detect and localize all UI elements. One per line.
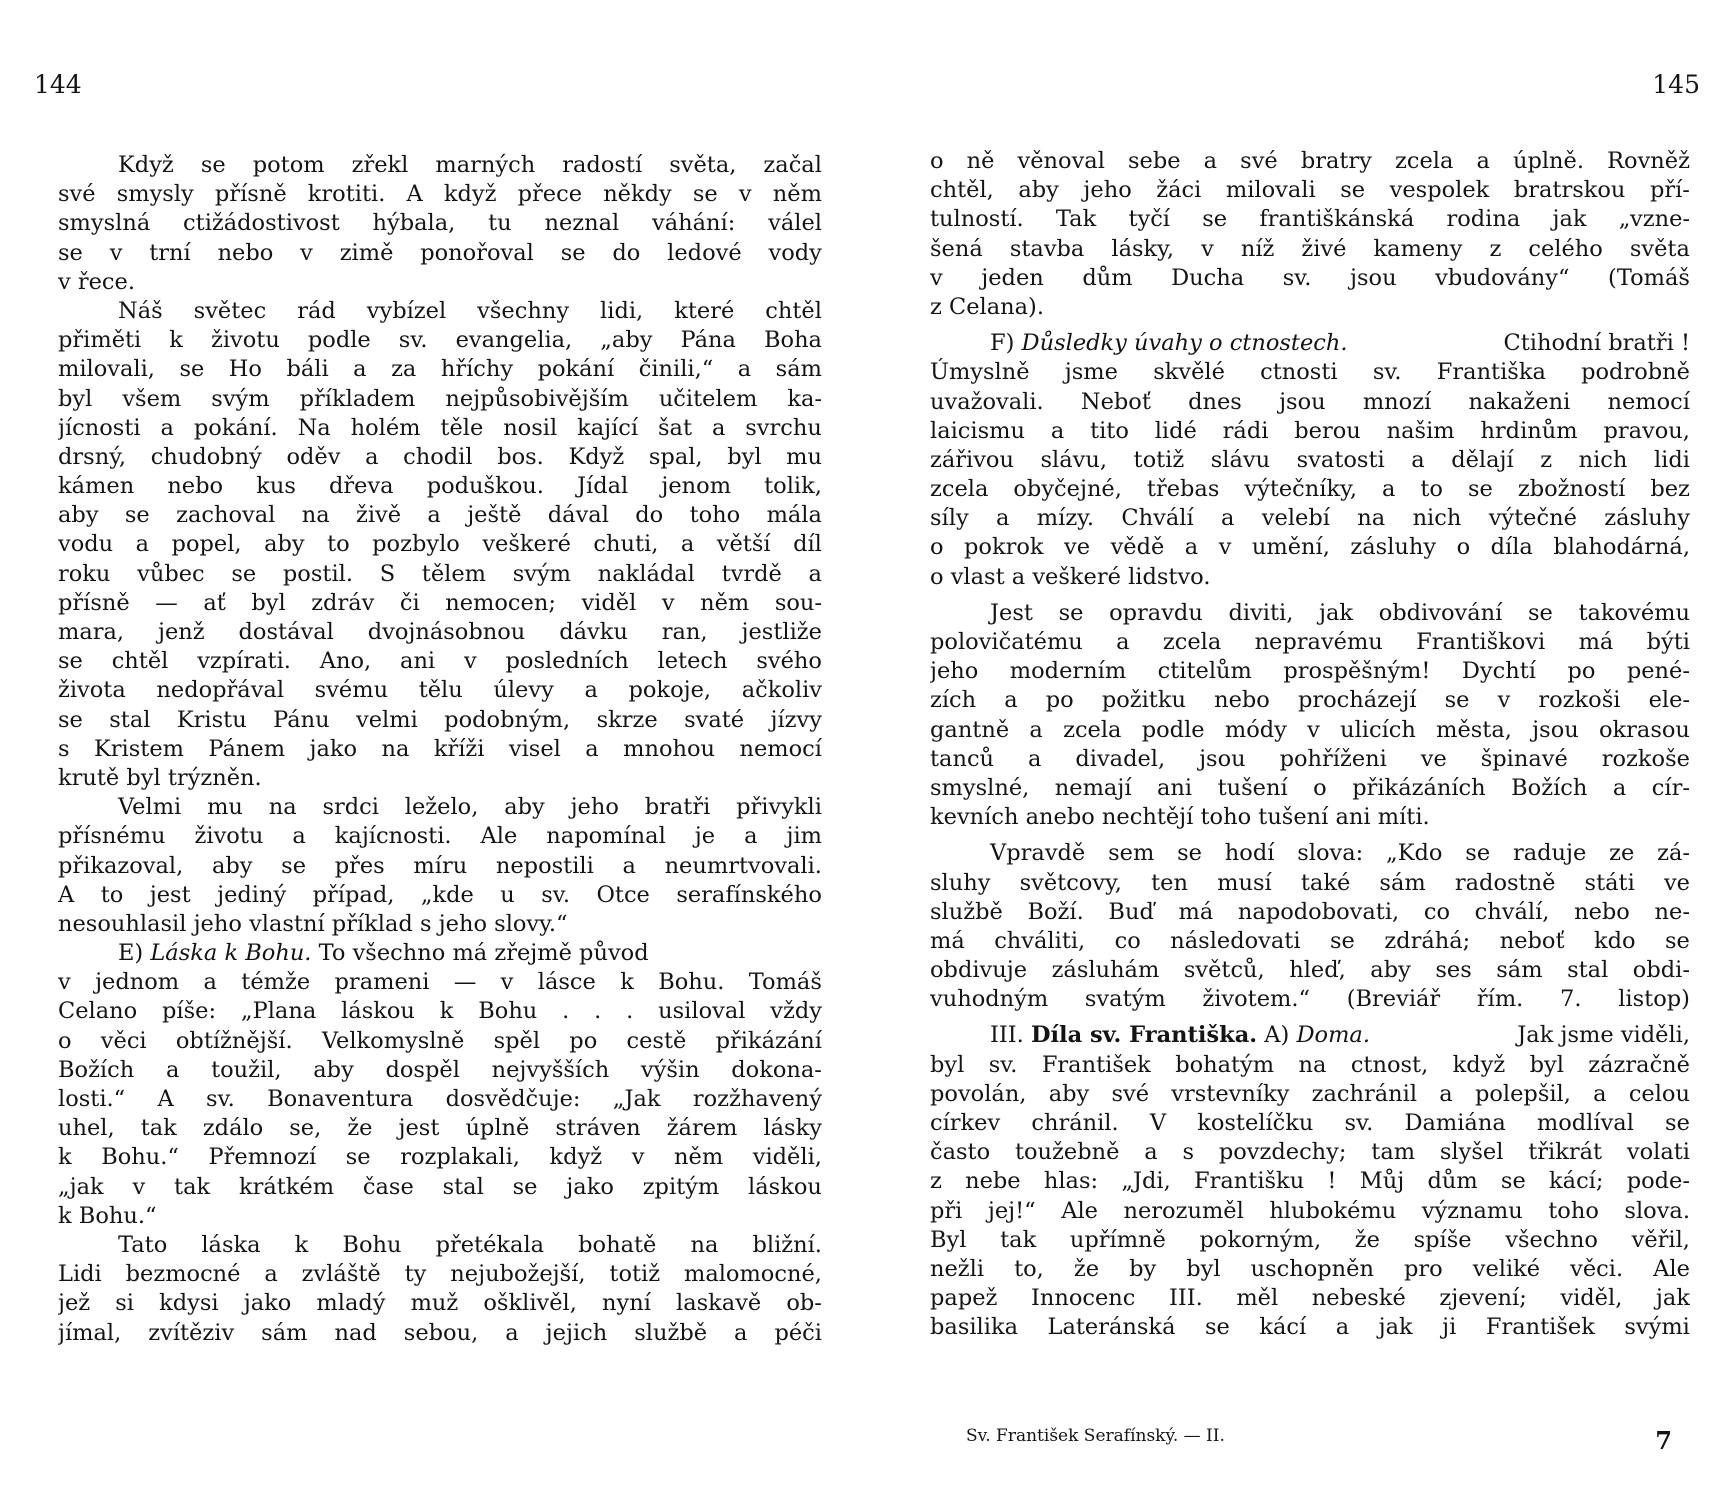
text-line: přísně — ať byl zdráv či nemocen; viděl v něm sou- [58,589,822,616]
text-line: smyslné, nemají ani tušení o přikázáních Božích a cír- [930,774,1690,801]
text-line: k Bohu.“ Přemnozí se rozplakali, když v něm viděli, [58,1144,822,1171]
text-line: drsný, chudobný oděv a chodil bos. Když spal, byl mu [58,443,822,470]
text-line: se stal Kristu Pánu velmi podobným, skrze svaté jízvy [58,706,822,733]
text-line: se v trní nebo v zimě ponořoval se do ledové vody [58,239,822,266]
text-line: Tato láska k Bohu přetékala bohatě na bližní. [118,1231,822,1258]
text-line: tulností. Tak tyčí se františkánská rodina jak „vzne- [930,206,1690,233]
text-line: k Bohu.“ [58,1202,157,1229]
text-line: zích a po požitku nebo procházejí se v rozkoši ele- [930,687,1690,714]
text-line: nesouhlasil jeho vlastní příklad s jeho slovy.“ [58,910,568,937]
text-line: Celano píše: „Plana láskou k Bohu . . . usiloval vždy [58,998,822,1025]
text-line: smyslná ctižádostivost hýbala, tu neznal váhání: válel [58,210,822,237]
text-line: Jak jsme viděli, [1517,1022,1690,1049]
footer-title: Sv. František Serafínský. — II. [966,1426,1225,1446]
text-line: v řece. [58,268,136,295]
section-e-title: Láska k Bohu. [150,940,312,967]
text-line: přiměti k životu podle sv. evangelia, „aby Pána Boha [58,327,822,354]
text-line: povolán, aby své vrstevníky zachránil a polepšil, a celou [930,1080,1690,1107]
text-line: jícnosti a pokání. Na holém těle nosil kající šat a svrchu [58,414,822,441]
text-line: své smysly přísně krotiti. A když přece někdy se v něm [58,181,822,208]
text-line: uvažovali. Neboť dnes jsou mnozí nakaženi nemocí [930,388,1690,415]
text-line: kámen nebo kus dřeva poduškou. Jídal jenom tolik, [58,473,822,500]
text-line: papež Innocenc III. měl nebeské zjevení; viděl, jak [930,1285,1690,1312]
section-f-label: F) [990,330,1015,357]
text-line: Velmi mu na srdci leželo, aby jeho bratři přivykli [118,794,822,821]
text-line: „jak v tak krátkém čase stal se jako zpitým láskou [58,1173,822,1200]
text-line: jeho moderním ctitelům prospěšným! Dychtí po pené- [930,658,1690,685]
text-line: uhel, tak zdálo se, že jest úplně stráven žárem lásky [58,1115,822,1142]
text-line: o ně věnoval sebe a své bratry zcela a úplně. Rovněž [930,148,1690,174]
section-iii-sub-title: Doma. [1296,1022,1370,1049]
text-line: sluhy světcovy, ten musí také sám radostně státi ve [930,869,1690,896]
text-line: tanců a divadel, jsou pohříženi ve špinavé rozkoše [930,745,1690,772]
text-line: službě Boží. Buď má napodobovati, co chválí, nebo ne- [930,898,1690,925]
text-line: Byl tak upřímně pokorným, že spíše všechno věřil, [930,1226,1690,1253]
text-line: vodu a popel, aby to pozbylo veškeré chuti, a větší díl [58,531,822,558]
text-line: z Celana). [930,293,1044,320]
text-line: byl všem svým příkladem nejpůsobivějším učitelem ka- [58,385,822,412]
section-iii-heading: Díla sv. Františka. [1030,1022,1258,1049]
text-line: aby se zachoval na živě a ještě dával do toho mála [58,502,822,529]
page-number-right: 145 [1652,70,1700,99]
right-body-text [930,147,1690,1343]
text-line: krutě byl trýzněn. [58,764,262,791]
text-line: jež si kdysi jako mladý muž ošklivěl, nyní laskavě ob- [58,1290,822,1317]
text-line: zářivou slávu, totiž slávu svatosti a dělají z nich lidi [930,446,1690,473]
text-line: má chváliti, co následovati se zdráhá; neboť kdo se [930,927,1690,954]
text-line: přikazoval, aby se přes míru nepostili a neumrtvovali. [58,852,822,879]
section-e-label: E) [118,940,144,967]
text-line: chtěl, aby jeho žáci milovali se vespolek bratrskou pří- [930,177,1690,204]
left-body-text [58,151,822,1348]
text-line: s Kristem Pánem jako na kříži visel a mnohou nemocí [58,735,822,762]
section-f-title: Důsledky úvahy o ctnostech. [1021,330,1348,357]
section-iii-sub-label: A) [1264,1022,1290,1049]
text-line: Vpravdě sem se hodí slova: „Kdo se raduje ze zá- [990,840,1690,867]
text-line: Jest se opravdu diviti, jak obdivování se takovému [990,599,1690,626]
text-line: vuhodným svatým životem.“ (Breviář řím. 7. listop) [930,986,1690,1013]
text-line: losti.“ A sv. Bonaventura dosvědčuje: „Jak rozžhavený [58,1086,822,1112]
text-line: v jednom a témže prameni — v lásce k Bohu. Tomáš [58,969,822,996]
text-line: přísnému životu a kajícnosti. Ale napomínal je a jim [58,823,822,850]
text-line: basilika Lateránská se kácí a jak ji František svými [930,1314,1690,1341]
text-line: Úmyslně jsme skvělé ctnosti sv. Františka podrobně [930,359,1690,386]
text-line: roku vůbec se postil. S tělem svým nakládal tvrdě a [58,560,822,587]
text-line: To všechno má zřejmě původ [318,940,649,967]
text-line: Božích a toužil, aby dospěl nejvyšších výšin dokona- [58,1056,822,1083]
page-number-left: 144 [34,70,82,99]
page-footer [966,1426,1672,1455]
text-line: gantně a zcela podle módy v ulicích města, jsou okrasou [930,716,1690,743]
text-line: se chtěl vzpírati. Ano, ani v posledních letech svého [58,648,822,675]
text-line: byl sv. František bohatým na ctnost, když byl zázračně [930,1051,1690,1078]
text-line: Ctihodní bratři ! [1503,330,1690,357]
text-line: církev chránil. V kostelíčku sv. Damiána modlíval se [930,1110,1690,1136]
text-line: o vlast a veškeré lidstvo. [930,563,1211,590]
text-line: při jej!“ Ale nerozuměl hlubokému významu toho slova. [930,1197,1690,1224]
text-line: často toužebně a s povzdechy; tam slyšel třikrát volati [930,1139,1690,1166]
text-line: o pokrok ve vědě a v umění, zásluhy o díla blahodárná, [930,534,1690,561]
text-line: milovali, se Ho báli a za hříchy pokání činili,“ a sám [58,356,822,383]
text-line: zcela obyčejné, třebas výtečníky, a to se zbožností bez [930,476,1690,503]
text-line: polovičatému a zcela nepravému Františkovi má býti [930,629,1690,655]
section-iii-label: III. [990,1022,1024,1049]
text-line: Lidi bezmocné a zvláště ty nejubožejší, totiž malomocné, [58,1261,822,1288]
text-line: nežli to, že by byl uschopněn pro veliké věci. Ale [930,1255,1690,1282]
text-line: kevních anebo nechtějí toho tušení ani míti. [930,804,1430,831]
text-line: A to jest jediný případ, „kde u sv. Otce serafínského [58,881,822,908]
text-line: jímal, zvítěziv sám nad sebou, a jejich službě a péči [58,1319,822,1346]
text-line: laicismu a tito lidé rádi berou našim hrdinům pravou, [930,417,1690,444]
section-f-line [930,329,1690,358]
right-page [870,0,1734,1500]
section-iii-line [930,1021,1690,1050]
text-line: Když se potom zřekl marných radostí světa, začal [118,152,822,178]
text-line: šená stavba lásky, v níž živé kameny z celého světa [930,235,1690,262]
signature-mark: 7 [1655,1426,1672,1455]
text-line: mara, jenž dostával dvojnásobnou dávku ran, jestliže [58,619,822,645]
text-line: života nedopřával svému tělu úlevy a pokoje, ačkoliv [58,677,822,704]
text-line: Náš světec rád vybízel všechny lidi, které chtěl [118,297,822,324]
text-line: z nebe hlas: „Jdi, Františku ! Můj dům se kácí; pode- [930,1168,1690,1195]
text-line: v jeden dům Ducha sv. jsou vbudovány“ (Tomáš [930,264,1690,291]
text-line: obdivuje zásluhám světců, hleď, aby ses sám stal obdi- [930,957,1690,984]
text-line: síly a mízy. Chválí a velebí na nich výtečné zásluhy [930,505,1690,532]
section-e-line [58,939,822,968]
text-line: o věci obtížnější. Velkomyslně spěl po cestě přikázání [58,1027,822,1054]
